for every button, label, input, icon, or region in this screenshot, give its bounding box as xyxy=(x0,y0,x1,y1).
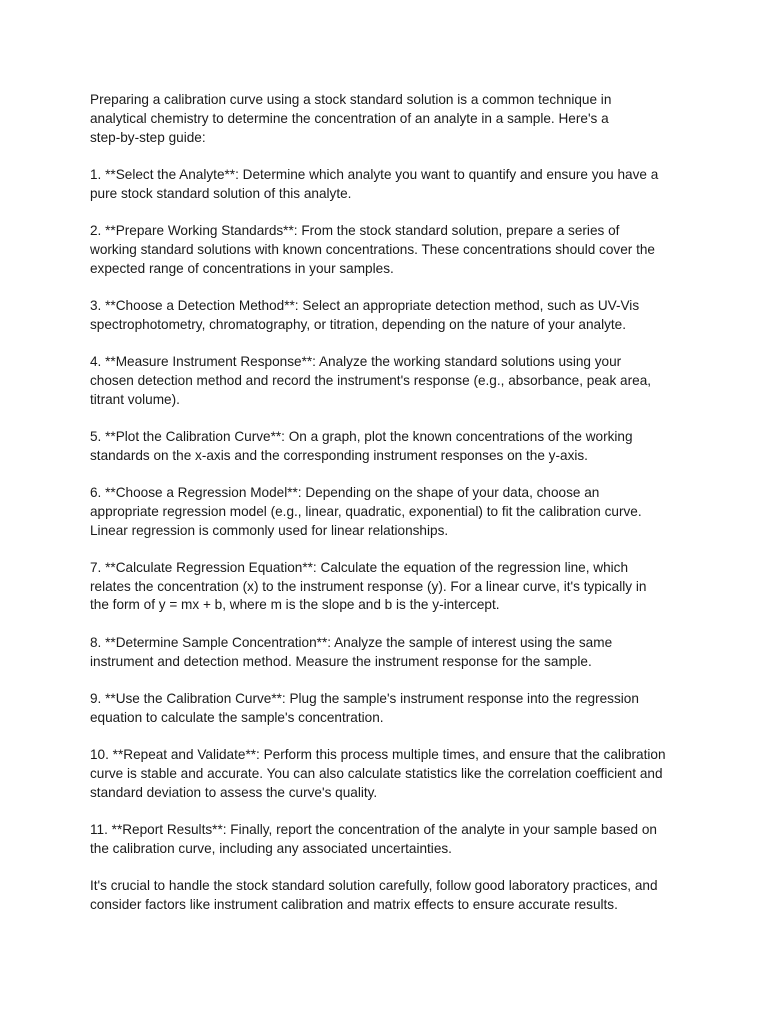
step-10-paragraph: 10. **Repeat and Validate**: Perform this process multiple times, and ensure that the calibration curve is stable and accurate. You can also calculate statistics like the correlation coefficient and standard deviation to assess the curve's quality. xyxy=(90,746,666,800)
step-6-paragraph: 6. **Choose a Regression Model**: Depending on the shape of your data, choose an appropriate regression model (e.g., linear, quadratic, exponential) to fit the calibration curve. Linear regression is commonly used for linear relationships. xyxy=(90,484,642,538)
intro-paragraph: Preparing a calibration curve using a stock standard solution is a common technique in analytical chemistry to determine the concentration of an analyte in a sample. Here's a step-by-step guide: xyxy=(90,92,612,145)
step-7-paragraph: 7. **Calculate Regression Equation**: Calculate the equation of the regression line, which relates the concentration (x) to the instrument response (y). For a linear curve, it's typically in the form of y = mx + b, where m is the slope and b is the y-intercept. xyxy=(90,559,647,613)
step-5-paragraph: 5. **Plot the Calibration Curve**: On a graph, plot the known concentrations of the working standards on the x-axis and the corresponding instrument responses on the y-axis. xyxy=(90,428,633,463)
step-2-paragraph: 2. **Prepare Working Standards**: From the stock standard solution, prepare a series of working standard solutions with known concentrations. These concentrations should cover the expected range of concentrations in your samples. xyxy=(90,222,655,276)
document-page xyxy=(90,91,690,933)
step-9-paragraph: 9. **Use the Calibration Curve**: Plug the sample's instrument response into the regression equation to calculate the sample's concentration. xyxy=(90,690,639,725)
step-8-paragraph: 8. **Determine Sample Concentration**: Analyze the sample of interest using the same instrument and detection method. Measure the instrument response for the sample. xyxy=(90,634,613,669)
step-11-paragraph: 11. **Report Results**: Finally, report the concentration of the analyte in your sample based on the calibration curve, including any associated uncertainties. xyxy=(90,821,657,856)
step-4-paragraph: 4. **Measure Instrument Response**: Analyze the working standard solutions using your chosen detection method and record the instrument's response (e.g., absorbance, peak area, titrant volume). xyxy=(90,353,652,407)
step-3-paragraph: 3. **Choose a Detection Method**: Select an appropriate detection method, such as UV-Vis spectrophotometry, chromatography, or titration, depending on the nature of your analyte. xyxy=(90,297,640,332)
step-1-paragraph: 1. **Select the Analyte**: Determine which analyte you want to quantify and ensure you have a pure stock standard solution of this analyte. xyxy=(90,166,659,201)
closing-paragraph: It's crucial to handle the stock standard solution carefully, follow good laboratory practices, and consider factors like instrument calibration and matrix effects to ensure accurate results. xyxy=(90,877,658,912)
